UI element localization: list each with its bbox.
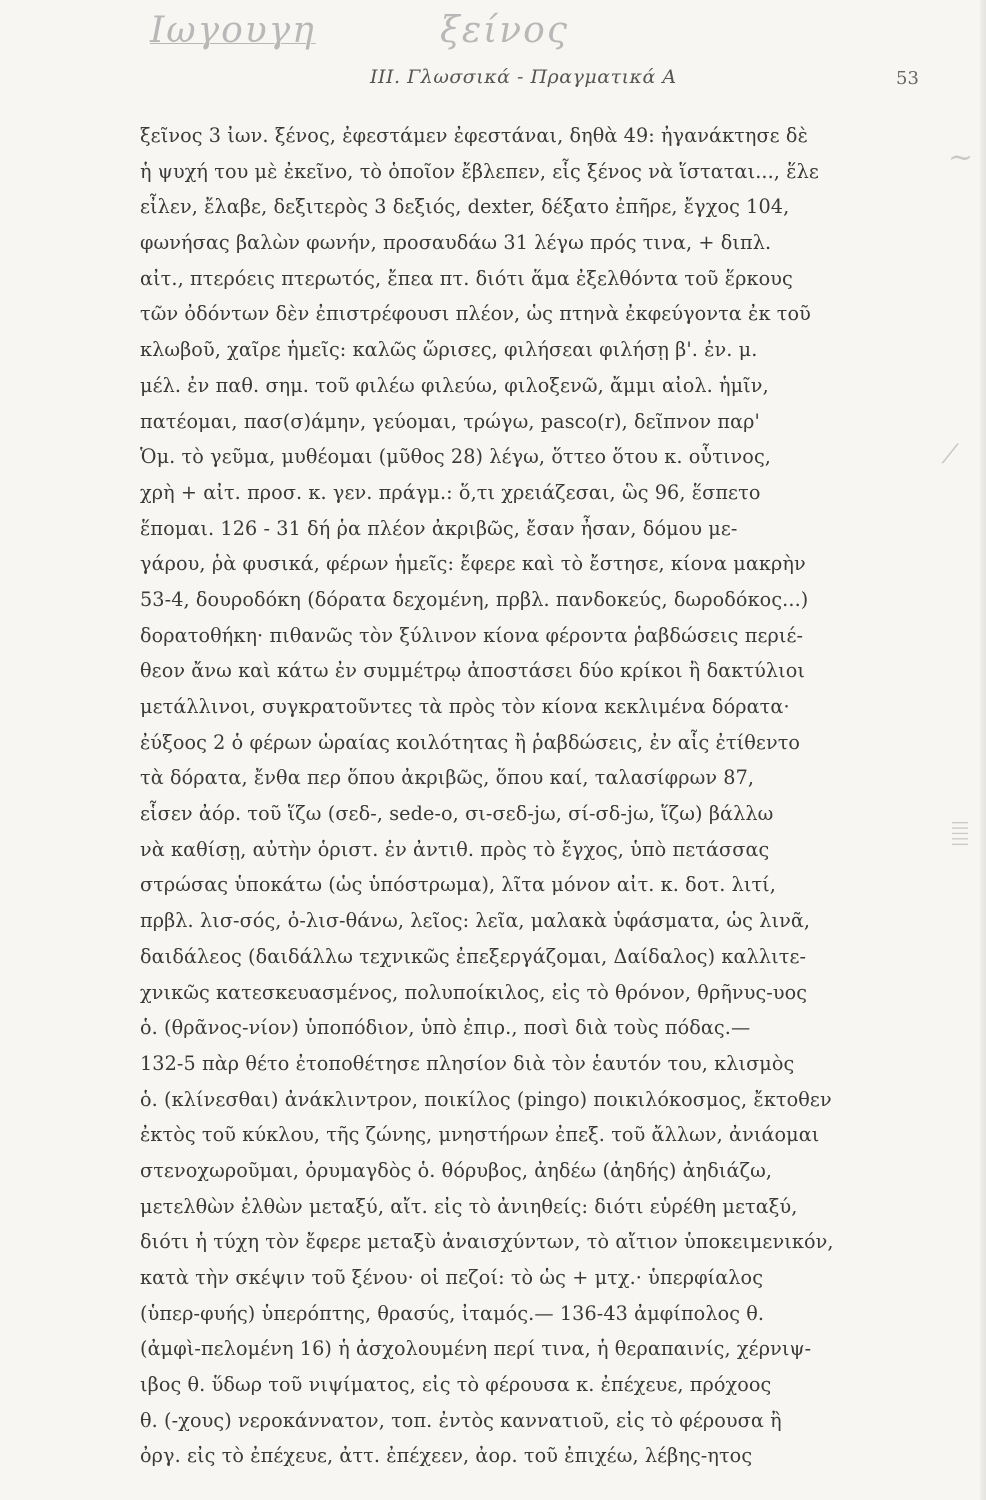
text-line: κατὰ τὴν σκέψιν τοῦ ξένου· οἱ πεζοί: τὸ ὡς + μτχ.· ὑπερφίαλος [140, 1266, 764, 1289]
text-line: 132-5 πὰρ θέτο ἐτοποθέτησε πλησίον διὰ τὸν ἑαυτόν του, κλισμὸς [140, 1051, 795, 1075]
margin-pencil-mark: ⁄ [948, 440, 953, 470]
page-edge [980, 0, 986, 1500]
text-line: νὰ καθίσῃ, αὐτὴν ὁριστ. ἐν ἀντιθ. πρὸς τὸ ἔγχος, ὑπὸ πετάσσας [140, 837, 770, 861]
text-line: (ἀμφὶ-πελομένη 16) ἡ ἀσχολουμένη περί τινα, ἡ θεραπαινίς, χέρνιψ- [140, 1337, 812, 1361]
text-line: στρώσας ὑποκάτω (ὡς ὑπόστρωμα), λῖτα μόνον αἰτ. κ. δοτ. λιτί, [140, 873, 777, 897]
text-line: ἐύξοος 2 ὁ φέρων ὡραίας κοιλότητας ἢ ῥαβδώσεις, ἐν αἷς ἐτίθεντο [140, 730, 801, 754]
text-line: εἶλεν, ἔλαβε, δεξιτερὸς 3 δεξιός, dexter, δέξατο ἐπῆρε, ἔγχος 104, [140, 195, 790, 219]
text-line: ξεῖνος 3 ἰων. ξένος, ἐφεστάμεν ἐφεστάναι, δηθὰ 49: ἠγανάκτησε δὲ [140, 124, 808, 147]
text-line: τὰ δόρατα, ἔνθα περ ὅπου ἀκριβῶς, ὅπου καί, ταλασίφρων 87, [140, 766, 755, 790]
margin-pencil-mark: ~ [948, 140, 974, 175]
text-line: χνικῶς κατεσκευασμένος, πολυποίκιλος, εἰς τὸ θρόνον, θρῆνυς-υος [140, 980, 808, 1004]
text-line: ὁ. (θρᾶνος-νίον) ὑποπόδιον, ὑπὸ ἐπιρ., ποσὶ διὰ τοὺς πόδας.— [140, 1016, 751, 1040]
page-number: 53 [896, 68, 919, 89]
text-line: πατέομαι, πασ(σ)άμην, γεύομαι, τρώγω, pasco(r), δεῖπνον παρ' [140, 409, 760, 433]
text-line: τῶν ὀδόντων δὲν ἐπιστρέφουσι πλέον, ὡς πτηνὰ ἐκφεύγοντα ἐκ τοῦ [140, 302, 811, 326]
text-line: θ. (-χους) νεροκάννατον, τοπ. ἐντὸς καννατιοῦ, εἰς τὸ φέρουσα ἢ [140, 1408, 782, 1432]
text-line: Ὁμ. τὸ γεῦμα, μυθέομαι (μῦθος 28) λέγω, ὅττεο ὅτου κ. οὗτινος, [140, 445, 771, 469]
text-line: ἕπομαι. 126 - 31 δή ῥα πλέον ἀκριβῶς, ἔσαν ἦσαν, δόμου με- [140, 516, 738, 540]
handwritten-note-right: ξείνος [440, 10, 569, 51]
text-line: φωνήσας βαλὼν φωνήν, προσαυδάω 31 λέγω πρός τινα, + διπλ. [140, 231, 772, 255]
text-line: διότι ἡ τύχη τὸν ἔφερε μεταξὺ ἀναισχύντων, τὸ αἴτιον ὑποκειμενικόν, [140, 1230, 834, 1254]
text-line: ἡ ψυχή του μὲ ἐκεῖνο, τὸ ὁποῖον ἔβλεπεν, εἷς ξένος νὰ ἵσταται..., ἕλε [140, 159, 819, 183]
text-line: πρβλ. λισ-σός, ὀ-λισ-θάνω, λεῖος: λεῖα, μαλακὰ ὑφάσματα, ὡς λινᾶ, [140, 909, 811, 933]
body-text [140, 118, 924, 1474]
text-line: ὁ. (κλίνεσθαι) ἀνάκλιντρον, ποικίλος (pingo) ποικιλόκοσμος, ἔκτοθεν [140, 1087, 832, 1111]
text-line: (ὑπερ-φυής) ὑπερόπτης, θρασύς, ἰταμός.— 136-43 ἀμφίπολος θ. [140, 1301, 765, 1325]
margin-pencil-mark: ||||| [952, 820, 971, 847]
text-line: ἐκτὸς τοῦ κύκλου, τῆς ζώνης, μνηστήρων ἐπεξ. τοῦ ἄλλων, ἀνιάομαι [140, 1123, 820, 1147]
text-line: μετάλλινοι, συγκρατοῦντες τὰ πρὸς τὸν κίονα κεκλιμένα δόρατα· [140, 695, 790, 718]
running-head: III. Γλωσσικά - Πραγματικά Α [370, 66, 677, 88]
text-line: δορατοθήκη· πιθανῶς τὸν ξύλινον κίονα φέροντα ῥαβδώσεις περιέ- [140, 623, 804, 647]
handwritten-note-left: Ιωγουγη [150, 10, 316, 51]
text-line: χρὴ + αἰτ. προσ. κ. γεν. πράγμ.: ὅ,τι χρειάζεσαι, ὣς 96, ἕσπετο [140, 480, 761, 504]
text-line: κλωβοῦ, χαῖρε ἡμεῖς: καλῶς ὥρισες, φιλήσεαι φιλήσῃ β'. ἐν. μ. [140, 338, 758, 362]
text-line: θεον ἄνω καὶ κάτω ἐν συμμέτρῳ ἀποστάσει δύο κρίκοι ἢ δακτύλιοι [140, 659, 806, 683]
text-line: αἰτ., πτερόεις πτερωτός, ἔπεα πτ. διότι ἅμα ἐξελθόντα τοῦ ἕρκους [140, 266, 793, 290]
text-line: μετελθὼν ἐλθὼν μεταξύ, αἴτ. εἰς τὸ ἀνιηθείς: διότι εὑρέθη μεταξύ, [140, 1194, 798, 1218]
text-line: μέλ. ἐν παθ. σημ. τοῦ φιλέω φιλεύω, φιλοξενῶ, ἄμμι αἰολ. ἡμῖν, [140, 373, 769, 397]
text-line: δαιδάλεος (δαιδάλλω τεχνικῶς ἐπεξεργάζομαι, Δαίδαλος) καλλιτε- [140, 944, 807, 968]
text-line: ὀργ. εἰς τὸ ἐπέχευε, ἀττ. ἐπέχεεν, ἀορ. τοῦ ἐπιχέω, λέβης-ητος [140, 1444, 753, 1468]
text-line: εἷσεν ἀόρ. τοῦ ἵζω (σεδ-, sede-o, σι-σεδ-jω, σί-σδ-jω, ἵζω) βάλλω [140, 802, 774, 826]
text-line: 53-4, δουροδόκη (δόρατα δεχομένη, πρβλ. πανδοκεύς, δωροδόκος...) [140, 587, 809, 611]
text-line: γάρου, ῥὰ φυσικά, φέρων ἡμεῖς: ἔφερε καὶ τὸ ἔστησε, κίονα μακρὴν [140, 552, 806, 576]
text-line: στενοχωροῦμαι, ὀρυμαγδὸς ὁ. θόρυβος, ἀηδέω (ἀηδής) ἀηδιάζω, [140, 1158, 773, 1182]
text-line: ιβος θ. ὕδωρ τοῦ νιψίματος, εἰς τὸ φέρουσα κ. ἐπέχευε, πρόχοος [140, 1373, 772, 1397]
